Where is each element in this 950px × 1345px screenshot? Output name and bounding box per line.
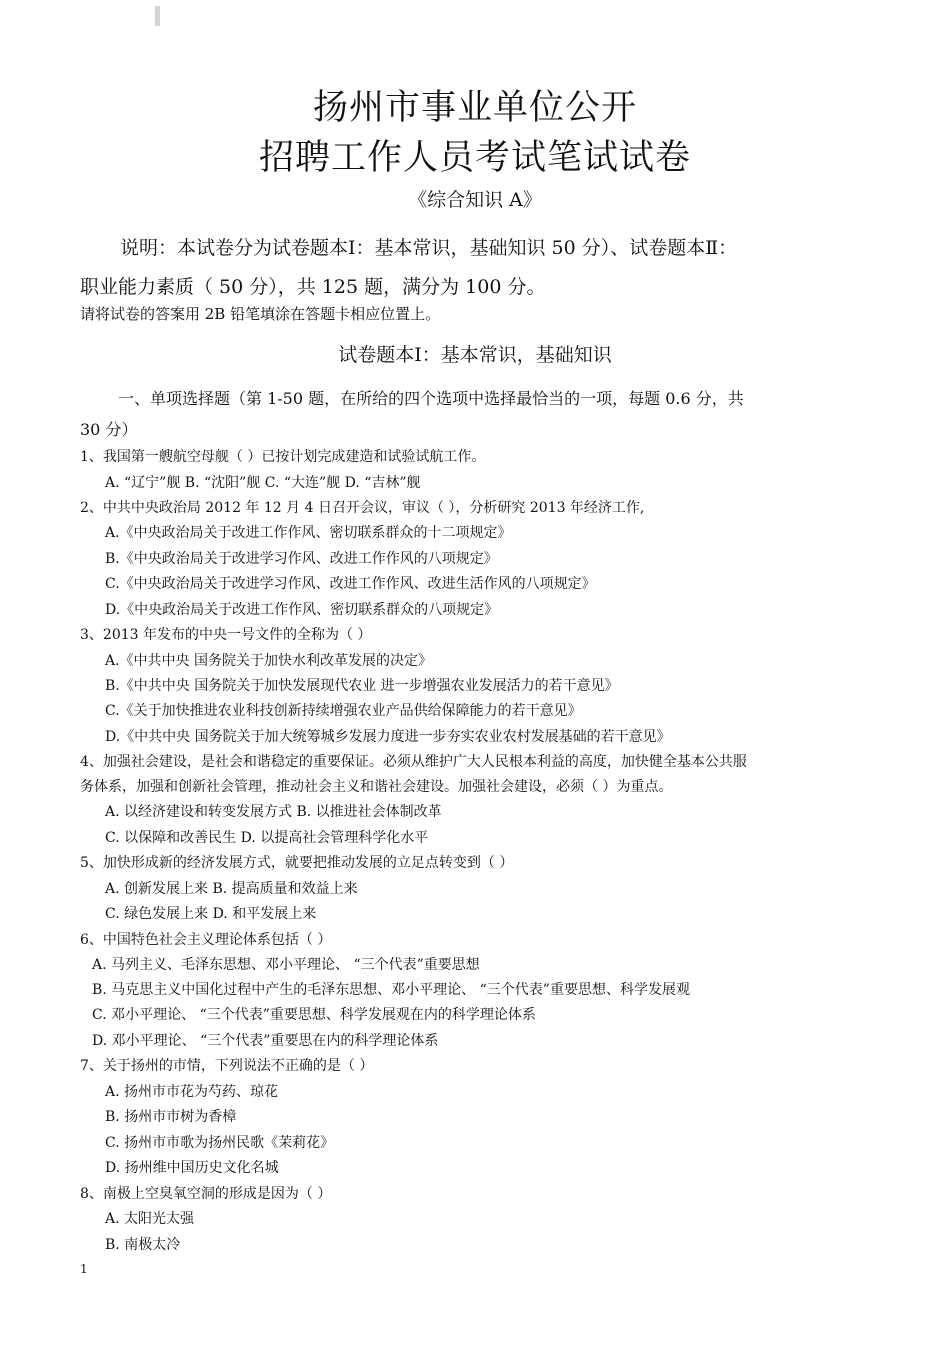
question-line: B. 扬州市市树为香樟 bbox=[105, 1109, 237, 1125]
section-instruction-2: 30 分） bbox=[80, 420, 138, 439]
question-line: A. “辽宁”舰 B. “沈阳”舰 C. “大连”舰 D. “吉林”舰 bbox=[105, 475, 421, 491]
question-line: D.《中共中央 国务院关于加大统筹城乡发展力度进一步夯实农业农村发展基础的若干意见》 bbox=[105, 729, 671, 745]
question-line: C. 以保障和改善民生 D. 以提高社会管理科学化水平 bbox=[105, 830, 429, 846]
intro-line-3: 请将试卷的答案用 2B 铅笔填涂在答题卡相应位置上。 bbox=[80, 305, 441, 323]
question-line: 8、南极上空臭氧空洞的形成是因为（ ） bbox=[80, 1186, 332, 1202]
title-line-1: 扬州市事业单位公开 bbox=[312, 88, 637, 128]
question-line: 3、2013 年发布的中央一号文件的全称为（ ） bbox=[80, 627, 372, 643]
question-line: D. 邓小平理论、 “三个代表”重要思在内的科学理论体系 bbox=[92, 1033, 439, 1049]
subtitle: 《综合知识 A》 bbox=[408, 189, 542, 211]
question-line: 1、我国第一艘航空母舰（ ）已按计划完成建造和试验试航工作。 bbox=[80, 449, 486, 465]
intro-line-1: 说明：本试卷分为试卷题本Ⅰ：基本常识，基础知识 50 分）、试卷题本Ⅱ： bbox=[120, 237, 738, 259]
question-line: 5、加快形成新的经济发展方式，就要把推动发展的立足点转变到（ ） bbox=[80, 855, 514, 871]
scan-mark bbox=[155, 6, 160, 26]
question-line: A. 马列主义、毛泽东思想、邓小平理论、 “三个代表”重要思想 bbox=[92, 957, 480, 973]
title-line-2: 招聘工作人员考试笔试试卷 bbox=[258, 138, 691, 178]
question-line: A.《中共中央 国务院关于加快水利改革发展的决定》 bbox=[105, 653, 433, 669]
page-number: 1 bbox=[80, 1262, 88, 1276]
intro-line-2: 职业能力素质（ 50 分），共 125 题，满分为 100 分。 bbox=[80, 276, 546, 298]
question-line: B.《中共中央 国务院关于加快发展现代农业 进一步增强农业发展活力的若干意见》 bbox=[105, 678, 619, 694]
question-line: 2、中共中央政治局 2012 年 12 月 4 日召开会议，审议（ ），分析研究 2013 年经济工作, bbox=[80, 500, 645, 516]
question-line: 4、加强社会建设，是社会和谐稳定的重要保证。必须从维护广大人民根本利益的高度，加快健全基本公共服 bbox=[80, 754, 747, 770]
section-heading: 试卷题本Ⅰ：基本常识，基础知识 bbox=[338, 344, 612, 366]
question-line: A.《中央政治局关于改进工作作风、密切联系群众的十二项规定》 bbox=[105, 525, 512, 541]
question-line: D.《中央政治局关于改进工作作风、密切联系群众的八项规定》 bbox=[105, 602, 499, 618]
question-line: C. 绿色发展上来 D. 和平发展上来 bbox=[105, 906, 317, 922]
question-line: 务体系，加强和创新社会管理，推动社会主义和谐社会建设。加强社会建设，必须（ ）为重点。 bbox=[80, 779, 673, 795]
question-line: D. 扬州维中国历史文化名城 bbox=[105, 1160, 279, 1176]
question-line: A. 创新发展上来 B. 提高质量和效益上来 bbox=[105, 881, 358, 897]
question-line: C. 邓小平理论、 “三个代表”重要思想、科学发展观在内的科学理论体系 bbox=[92, 1007, 536, 1023]
question-line: C.《中央政治局关于改进学习作风、改进工作作风、改进生活作风的八项规定》 bbox=[105, 576, 596, 592]
question-line: A. 以经济建设和转变发展方式 B. 以推进社会体制改革 bbox=[105, 804, 442, 820]
section-instruction-1: 一、单项选择题（第 1-50 题，在所给的四个选项中选择最恰当的一项，每题 0.6 分，共 bbox=[118, 389, 744, 408]
question-line: C.《关于加快推进农业科技创新持续增强农业产品供给保障能力的若干意见》 bbox=[105, 703, 582, 719]
question-line: B.《中央政治局关于改进学习作风、改进工作作风的八项规定》 bbox=[105, 551, 498, 567]
question-line: B. 南极太冷 bbox=[105, 1237, 181, 1253]
question-line: A. 扬州市市花为芍药、琼花 bbox=[105, 1084, 279, 1100]
question-line: A. 太阳光太强 bbox=[105, 1211, 195, 1227]
question-line: 7、关于扬州的市情，下列说法不正确的是（ ） bbox=[80, 1058, 374, 1074]
question-line: 6、中国特色社会主义理论体系包括（ ） bbox=[80, 932, 332, 948]
question-line: C. 扬州市市歌为扬州民歌《茉莉花》 bbox=[105, 1135, 335, 1151]
question-line: B. 马克思主义中国化过程中产生的毛泽东思想、邓小平理论、 “三个代表”重要思想、科学发展观 bbox=[92, 982, 690, 998]
